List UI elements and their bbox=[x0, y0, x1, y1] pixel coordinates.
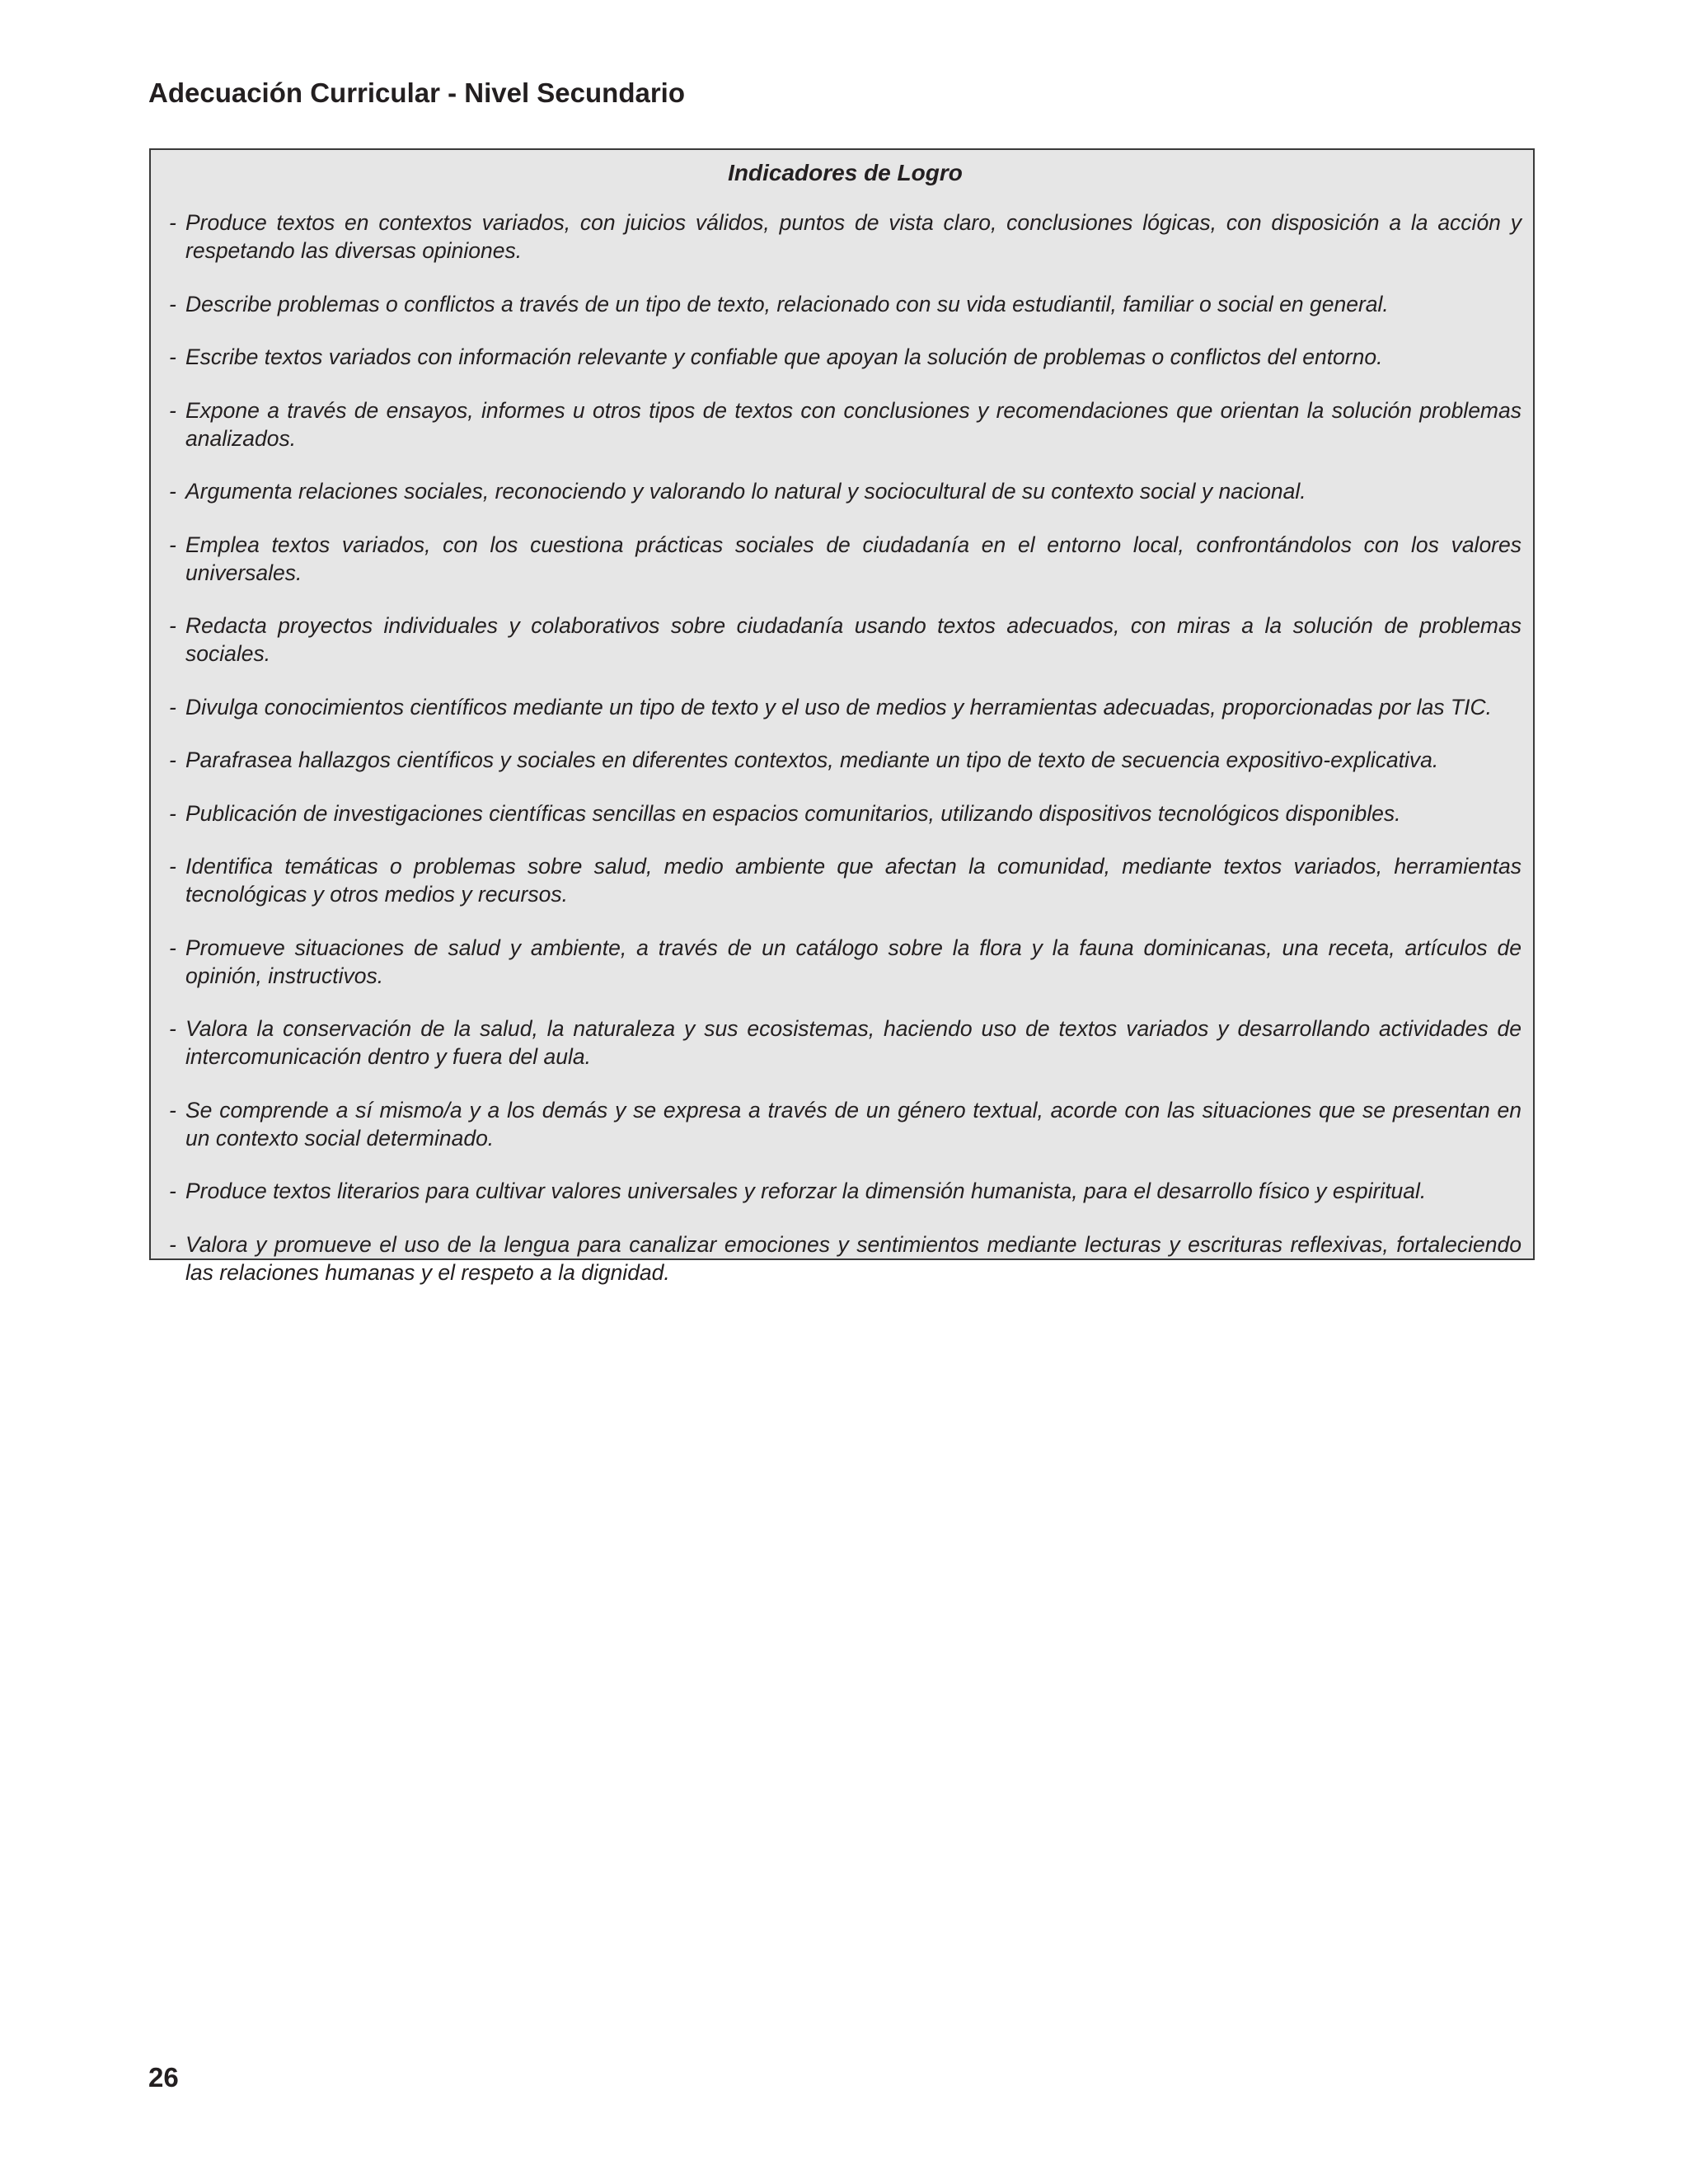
list-item bbox=[169, 746, 1522, 774]
list-item bbox=[169, 477, 1522, 505]
list-item-text: Promueve situaciones de salud y ambiente, a través de un catálogo sobre la flora y la fauna dominicanas, una receta, artículos de opinión, instructivos. bbox=[185, 935, 1522, 988]
page-number: 26 bbox=[148, 2062, 179, 2093]
list-item-text: Describe problemas o conflictos a través de un tipo de texto, relacionado con su vida estudiantil, familiar o social en general. bbox=[185, 291, 1389, 316]
list-item-text: Argumenta relaciones sociales, reconociendo y valorando lo natural y sociocultural de su contexto social y nacional. bbox=[185, 479, 1306, 504]
bullet-dash: - bbox=[169, 397, 176, 423]
list-item bbox=[169, 1096, 1522, 1152]
bullet-dash: - bbox=[169, 800, 176, 826]
list-item-text: Redacta proyectos individuales y colaborativos sobre ciudadanía usando textos adecuados, con miras a la solución de problemas sociales. bbox=[185, 613, 1522, 666]
list-item bbox=[169, 1177, 1522, 1205]
list-item-text: Publicación de investigaciones científicas sencillas en espacios comunitarios, utilizando dispositivos tecnológicos disponibles. bbox=[185, 800, 1401, 826]
list-item bbox=[169, 799, 1522, 827]
bullet-dash: - bbox=[169, 1179, 176, 1203]
list-item bbox=[169, 693, 1522, 721]
list-item bbox=[169, 290, 1522, 318]
bullet-dash: - bbox=[169, 748, 176, 772]
list-item-text: Expone a través de ensayos, informes u otros tipos de textos con conclusiones y recomendaciones que orientan la solución problemas analizados. bbox=[185, 397, 1522, 451]
indicator-list bbox=[169, 209, 1522, 1286]
list-item-text: Se comprende a sí mismo/a y a los demás y se expresa a través de un género textual, acorde con las situaciones que se presentan en un contexto social determinado. bbox=[185, 1097, 1522, 1151]
list-item-text: Escribe textos variados con información relevante y confiable que apoyan la solución de problemas o conflictos del entorno. bbox=[185, 344, 1383, 369]
page-header-title: Adecuación Curricular - Nivel Secundario bbox=[148, 77, 686, 108]
bullet-dash: - bbox=[169, 344, 176, 369]
list-item-text: Produce textos literarios para cultivar valores universales y reforzar la dimensión humanista, para el desarrollo físico y espiritual. bbox=[185, 1179, 1427, 1203]
list-item bbox=[169, 396, 1522, 452]
list-item-text: Produce textos en contextos variados, con juicios válidos, puntos de vista claro, conclusiones lógicas, con disposición a la acción y respetando las diversas opiniones. bbox=[185, 210, 1522, 263]
indicators-box bbox=[149, 148, 1535, 1285]
list-item bbox=[169, 531, 1522, 587]
list-item-text: Emplea textos variados, con los cuestiona prácticas sociales de ciudadanía en el entorno local, confrontándolos con los valores universales. bbox=[185, 532, 1522, 585]
list-item bbox=[169, 343, 1522, 371]
list-item-text: Valora y promueve el uso de la lengua para canalizar emociones y sentimientos mediante lecturas y escrituras reflexivas, fortaleciendo las relaciones humanas y el respeto a la dignidad. bbox=[185, 1231, 1522, 1285]
bullet-dash: - bbox=[169, 1231, 176, 1257]
bullet-dash: - bbox=[169, 935, 176, 960]
list-item bbox=[169, 1230, 1522, 1286]
list-item bbox=[169, 852, 1522, 908]
list-item-text: Identifica temáticas o problemas sobre salud, medio ambiente que afectan la comunidad, mediante textos variados, herramientas tecnológicas y otros medios y recursos. bbox=[185, 854, 1522, 907]
list-item bbox=[169, 209, 1522, 265]
bullet-dash: - bbox=[169, 613, 176, 638]
list-item-text: Divulga conocimientos científicos mediante un tipo de texto y el uso de medios y herramientas adecuadas, proporcionadas por las TIC. bbox=[185, 694, 1492, 719]
bullet-dash: - bbox=[169, 1097, 176, 1122]
bullet-dash: - bbox=[169, 854, 176, 879]
list-item bbox=[169, 934, 1522, 990]
box-title: Indicadores de Logro bbox=[728, 160, 963, 185]
bullet-dash: - bbox=[169, 291, 176, 316]
list-item bbox=[169, 612, 1522, 668]
list-item bbox=[169, 1015, 1522, 1071]
bullet-dash: - bbox=[169, 210, 176, 235]
bullet-dash: - bbox=[169, 479, 176, 504]
bullet-dash: - bbox=[169, 1016, 176, 1041]
bullet-dash: - bbox=[169, 694, 176, 719]
bullet-dash: - bbox=[169, 532, 176, 557]
list-item-text: Valora la conservación de la salud, la naturaleza y sus ecosistemas, haciendo uso de textos variados y desarrollando actividades de intercomunicación dentro y fuera del aula. bbox=[185, 1016, 1522, 1069]
list-item-text: Parafrasea hallazgos científicos y sociales en diferentes contextos, mediante un tipo de texto de secuencia expositivo-explicativa. bbox=[185, 748, 1439, 772]
